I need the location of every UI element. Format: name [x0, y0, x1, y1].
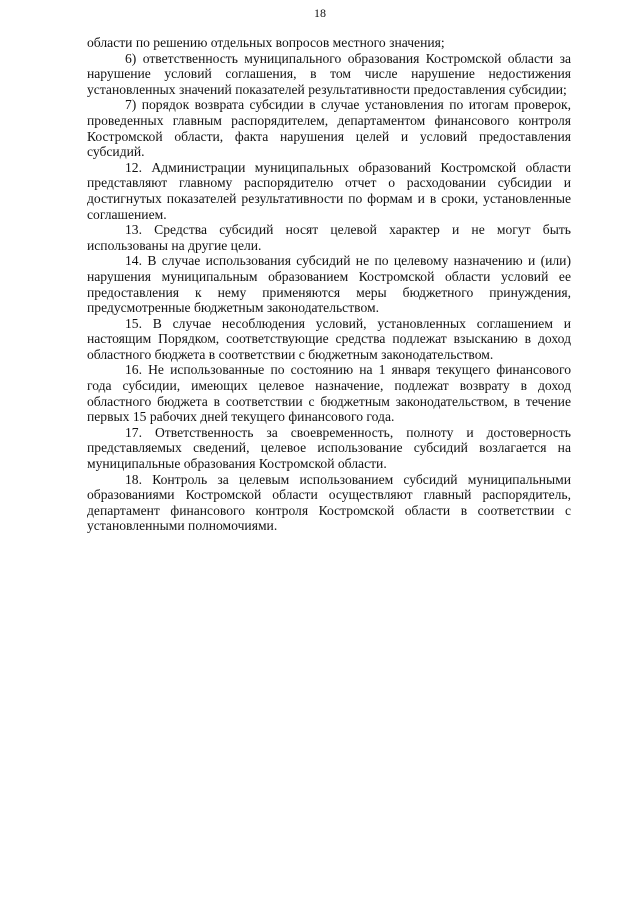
paragraph-15: 15. В случае несоблюдения условий, установленных соглашением и настоящим Порядком, соответствующие средства подлежат взысканию в доход областного бюджета в соответствии с бюджетным законодательством. — [87, 315, 571, 362]
paragraph-12: 12. Администрации муниципальных образований Костромской области представляют главному распорядителю отчет о расходовании субсидии и достигнутых показателей результативности по формам и в сроки, установленные соглашением. — [87, 159, 571, 222]
paragraph-item-6: 6) ответственность муниципального образования Костромской области за нарушение условий соглашения, в том числе нарушение недостижения установленных значений показателей результативности предоставления субсидии; — [87, 50, 571, 97]
paragraph-item-7: 7) порядок возврата субсидии в случае установления по итогам проверок, проведенных главным распорядителем, департаментом финансового контроля Костромской области, факта нарушения целей и условий предоставления субсидий. — [87, 97, 571, 160]
page-number: 18 — [314, 6, 326, 20]
paragraph-17: 17. Ответственность за своевременность, полноту и достоверность представляемых сведений, целевое использование субсидий возлагается на муниципальные образования Костромской области. — [87, 424, 571, 472]
paragraph-13: 13. Средства субсидий носят целевой характер и не могут быть использованы на другие цели. — [87, 222, 571, 253]
paragraph-14: 14. В случае использования субсидий не по целевому назначению и (или) нарушения муниципальным образованием Костромской области условий ее предоставления к нему применяются меры бюджетного принуждения, предусмотренные бюджетным законодательством. — [87, 253, 571, 316]
paragraph-16: 16. Не использованные по состоянию на 1 января текущего финансового года субсидии, имеющих целевое назначение, подлежат возврату в доход областного бюджета в соответствии с бюджетным законодательством, в течение первых 15 рабочих дней текущего финансового года. — [87, 362, 571, 425]
document-body — [87, 35, 571, 534]
paragraph-continuation: области по решению отдельных вопросов местного значения; — [87, 35, 445, 50]
paragraph-18: 18. Контроль за целевым использованием субсидий муниципальными образованиями Костромской области осуществляют главный распорядитель, департамент финансового контроля Костромской области в соответствии с установленными полномочиями. — [87, 471, 571, 534]
